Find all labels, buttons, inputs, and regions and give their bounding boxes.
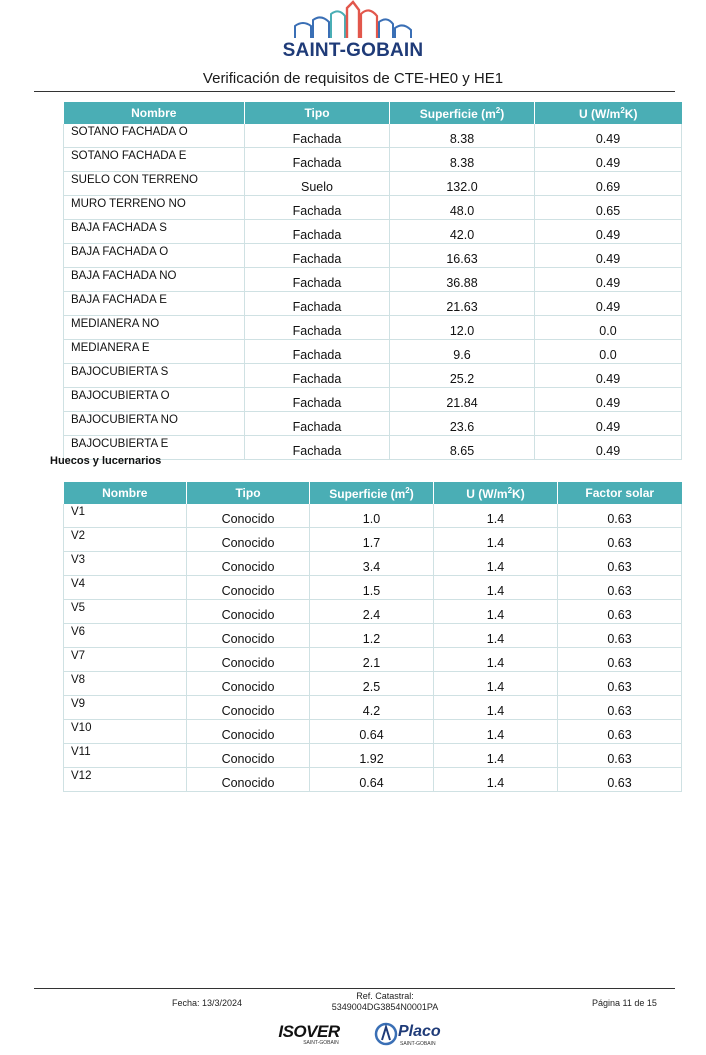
- table-cell: 1.4: [434, 696, 558, 720]
- column-header: Nombre: [64, 482, 187, 504]
- table-cell: 0.49: [535, 220, 682, 244]
- table-cell: 1.4: [434, 768, 558, 792]
- table-cell: 0.64: [310, 768, 434, 792]
- brand-name: SAINT-GOBAIN: [282, 40, 424, 61]
- table-cell: 1.4: [434, 648, 558, 672]
- table-cell: 4.2: [310, 696, 434, 720]
- row-name-cell: BAJOCUBIERTA NO: [64, 412, 245, 436]
- table-row: [64, 504, 682, 528]
- table-row: [64, 672, 682, 696]
- table-row: [64, 528, 682, 552]
- table-cell: 0.49: [535, 412, 682, 436]
- table-row: [64, 364, 682, 388]
- column-header: Superficie $(m^2)$: [390, 102, 535, 124]
- table-row: [64, 744, 682, 768]
- table-cell: 1.4: [434, 576, 558, 600]
- table-row: [64, 696, 682, 720]
- table-cell: 0.63: [558, 744, 682, 768]
- table-cell: 0.63: [558, 576, 682, 600]
- row-name-cell: BAJA FACHADA E: [64, 292, 245, 316]
- table-cell: Suelo: [245, 172, 390, 196]
- table-cell: Conocido: [187, 576, 310, 600]
- table-cell: 8.38: [390, 124, 535, 148]
- row-name-cell: MEDIANERA E: [64, 340, 245, 364]
- column-header: Tipo: [245, 102, 390, 124]
- table-cell: 0.63: [558, 648, 682, 672]
- row-name-cell: SOTANO FACHADA E: [64, 148, 245, 172]
- table-cell: 0.49: [535, 292, 682, 316]
- table-cell: 0.63: [558, 672, 682, 696]
- table-row: [64, 124, 682, 148]
- table-cell: 36.88: [390, 268, 535, 292]
- table-cell: 0.63: [558, 600, 682, 624]
- table-cell: 132.0: [390, 172, 535, 196]
- table-cell: 0.64: [310, 720, 434, 744]
- footer-date: Fecha: 13/3/2024: [172, 998, 243, 1008]
- envelope-table: [63, 102, 682, 460]
- row-name-cell: SUELO CON TERRENO: [64, 172, 245, 196]
- table-cell: 3.4: [310, 552, 434, 576]
- table-header-row: [64, 482, 682, 504]
- column-header: U $(W/m^2K)$: [535, 102, 682, 124]
- table-cell: Fachada: [245, 148, 390, 172]
- row-name-cell: MURO TERRENO NO: [64, 196, 245, 220]
- section-title: Huecos y lucernarios: [50, 455, 162, 467]
- column-header: Nombre: [64, 102, 245, 124]
- table-cell: 1.7: [310, 528, 434, 552]
- page-title: Verificación de requisitos de CTE-HE0 y HE1: [202, 70, 504, 87]
- table-row: [64, 576, 682, 600]
- table-cell: 0.63: [558, 528, 682, 552]
- table-cell: Fachada: [245, 316, 390, 340]
- table-cell: Fachada: [245, 292, 390, 316]
- table-cell: Fachada: [245, 196, 390, 220]
- table-cell: Conocido: [187, 720, 310, 744]
- row-name-cell: V5: [64, 600, 187, 624]
- table-row: [64, 600, 682, 624]
- row-name-cell: V3: [64, 552, 187, 576]
- table-cell: 1.4: [434, 504, 558, 528]
- column-header: U $(W/m^2K)$: [434, 482, 558, 504]
- table-cell: 1.4: [434, 600, 558, 624]
- cadastral-value: 5349004DG3854N0001PA: [331, 1002, 439, 1010]
- row-name-cell: BAJA FACHADA O: [64, 244, 245, 268]
- table-cell: 0.49: [535, 124, 682, 148]
- row-name-cell: BAJA FACHADA S: [64, 220, 245, 244]
- table-cell: Conocido: [187, 768, 310, 792]
- table-cell: 25.2: [390, 364, 535, 388]
- table-cell: 16.63: [390, 244, 535, 268]
- table-cell: 1.92: [310, 744, 434, 768]
- table-cell: Fachada: [245, 364, 390, 388]
- table-cell: 1.5: [310, 576, 434, 600]
- openings-table: [63, 482, 682, 792]
- row-name-cell: BAJOCUBIERTA O: [64, 388, 245, 412]
- table-cell: 8.38: [390, 148, 535, 172]
- row-name-cell: MEDIANERA NO: [64, 316, 245, 340]
- row-name-cell: V10: [64, 720, 187, 744]
- header-divider: [34, 91, 675, 92]
- table-cell: 0.49: [535, 388, 682, 412]
- table-cell: 9.6: [390, 340, 535, 364]
- table-cell: 2.1: [310, 648, 434, 672]
- table-cell: 2.5: [310, 672, 434, 696]
- table-cell: Conocido: [187, 552, 310, 576]
- table-row: [64, 220, 682, 244]
- row-name-cell: V11: [64, 744, 187, 768]
- isover-logo: ISOVER SAINT-GOBAIN: [278, 1022, 340, 1046]
- table-cell: 0.63: [558, 720, 682, 744]
- table-cell: 0.63: [558, 624, 682, 648]
- table-cell: 0.63: [558, 768, 682, 792]
- table-cell: 0.0: [535, 340, 682, 364]
- table-cell: 0.63: [558, 504, 682, 528]
- table-cell: Conocido: [187, 648, 310, 672]
- row-name-cell: BAJOCUBIERTA S: [64, 364, 245, 388]
- row-name-cell: BAJA FACHADA NO: [64, 268, 245, 292]
- table-row: [64, 552, 682, 576]
- table-cell: 1.4: [434, 744, 558, 768]
- table-cell: Fachada: [245, 124, 390, 148]
- row-name-cell: BAJOCUBIERTA E: [64, 436, 245, 460]
- table-cell: 42.0: [390, 220, 535, 244]
- table-cell: 0.49: [535, 148, 682, 172]
- table-cell: Conocido: [187, 528, 310, 552]
- table-cell: Conocido: [187, 624, 310, 648]
- row-name-cell: V4: [64, 576, 187, 600]
- table-cell: 2.4: [310, 600, 434, 624]
- table-cell: 8.65: [390, 436, 535, 460]
- table-cell: 1.4: [434, 624, 558, 648]
- saint-gobain-logo-graphic: [273, 0, 433, 42]
- footer-page-number: Página 11 de 15: [592, 998, 657, 1008]
- table-cell: 1.2: [310, 624, 434, 648]
- table-cell: 21.84: [390, 388, 535, 412]
- column-header: Superficie $(m^2)$: [310, 482, 434, 504]
- table-cell: 12.0: [390, 316, 535, 340]
- row-name-cell: V12: [64, 768, 187, 792]
- table-cell: Conocido: [187, 672, 310, 696]
- table-row: [64, 196, 682, 220]
- table-cell: 48.0: [390, 196, 535, 220]
- table-cell: 0.69: [535, 172, 682, 196]
- table-cell: 23.6: [390, 412, 535, 436]
- row-name-cell: V8: [64, 672, 187, 696]
- table-cell: 1.4: [434, 528, 558, 552]
- row-name-cell: V2: [64, 528, 187, 552]
- table-cell: Fachada: [245, 268, 390, 292]
- row-name-cell: V7: [64, 648, 187, 672]
- table-cell: Fachada: [245, 244, 390, 268]
- table-row: [64, 412, 682, 436]
- table-cell: Fachada: [245, 220, 390, 244]
- table-row: [64, 720, 682, 744]
- table-row: [64, 172, 682, 196]
- table-row: [64, 268, 682, 292]
- column-header: Factor solar: [558, 482, 682, 504]
- table-row: [64, 388, 682, 412]
- cadastral-label: Ref. Catastral:: [356, 991, 414, 1001]
- table-cell: 0.63: [558, 696, 682, 720]
- table-cell: Conocido: [187, 696, 310, 720]
- footer-cadastral: [320, 991, 450, 1010]
- table-cell: Fachada: [245, 388, 390, 412]
- table-cell: Fachada: [245, 412, 390, 436]
- table-cell: 1.4: [434, 720, 558, 744]
- table-cell: 1.4: [434, 672, 558, 696]
- column-header: Tipo: [187, 482, 310, 504]
- table-row: [64, 648, 682, 672]
- table-cell: 0.49: [535, 436, 682, 460]
- table-cell: 0.63: [558, 552, 682, 576]
- table-cell: 0.65: [535, 196, 682, 220]
- table-cell: 0.49: [535, 268, 682, 292]
- footer-divider: [34, 988, 675, 989]
- table-cell: Fachada: [245, 436, 390, 460]
- row-name-cell: V6: [64, 624, 187, 648]
- table-cell: 21.63: [390, 292, 535, 316]
- table-row: [64, 340, 682, 364]
- row-name-cell: SOTANO FACHADA O: [64, 124, 245, 148]
- table-row: [64, 292, 682, 316]
- row-name-cell: V9: [64, 696, 187, 720]
- table-row: [64, 148, 682, 172]
- table-header-row: [64, 102, 682, 124]
- table-cell: Conocido: [187, 504, 310, 528]
- row-name-cell: V1: [64, 504, 187, 528]
- table-cell: Conocido: [187, 744, 310, 768]
- placo-emblem-icon: [374, 1022, 398, 1046]
- table-row: [64, 244, 682, 268]
- table-cell: Fachada: [245, 340, 390, 364]
- table-cell: 1.0: [310, 504, 434, 528]
- table-row: [64, 768, 682, 792]
- table-row: [64, 624, 682, 648]
- table-cell: Conocido: [187, 600, 310, 624]
- table-row: [64, 316, 682, 340]
- table-cell: 1.4: [434, 552, 558, 576]
- table-cell: 0.49: [535, 364, 682, 388]
- table-cell: 0.49: [535, 244, 682, 268]
- table-cell: 0.0: [535, 316, 682, 340]
